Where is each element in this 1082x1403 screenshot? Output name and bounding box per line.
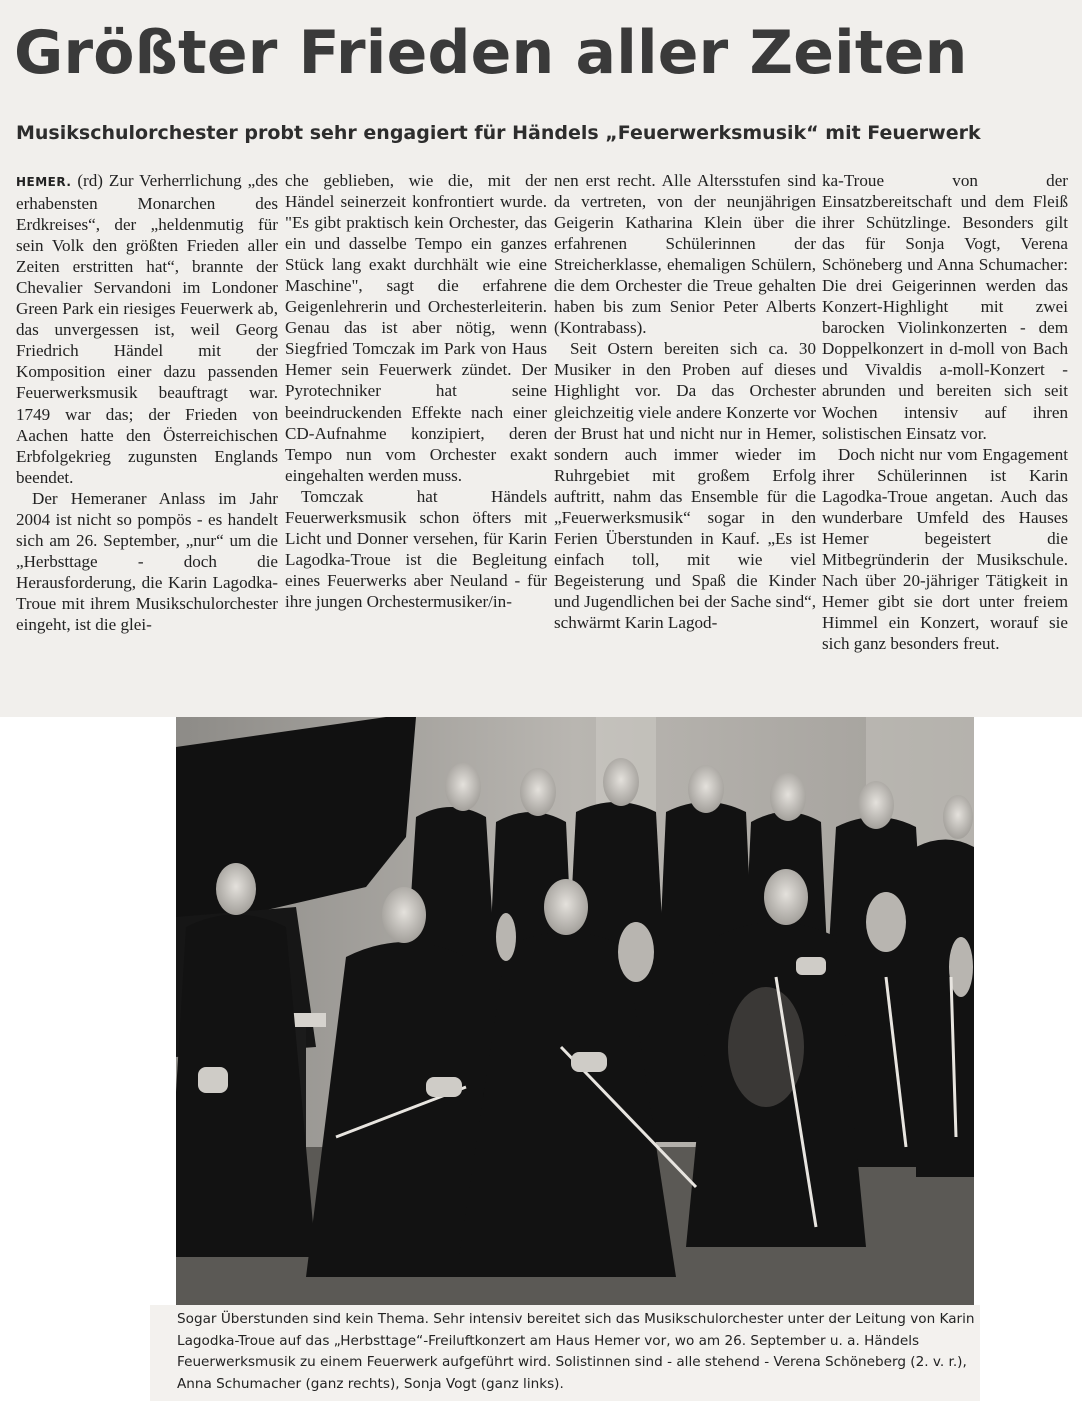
text-column-2 xyxy=(285,170,547,710)
cut-off-header-remnant xyxy=(150,0,550,14)
paragraph: (rd) Zur Verherrlichung „des erhabensten Monarchen des Erdkreises“, der „heldenmutig für sein Volk den größten Frieden aller Zeiten erstritten hat“, brannte der Chevalier Servandoni im Londoner Green Park ein riesiges Feuerwerk ab, das unvergessen ist, weil Georg Friedrich Händel mit der Komposition einer dazu passenden Feuerwerksmusik beauftragt war. 1749 war das; der Frieden von Aachen hatte den Österreichischen Erbfolgekrieg zugunsten Englands beendet. xyxy=(16,171,278,487)
paragraph: Doch nicht nur vom Engagement ihrer Schülerinnen ist Karin Lagodka-Troue angetan. Auch das wunderbare Umfeld des Hauses Hemer begeistert die Mitbegründerin der Musikschule. Nach über 20-jähriger Tätigkeit in Hemer gibt sie dort unter freiem Himmel ein Konzert, worauf sie sich ganz besonders freut. xyxy=(822,444,1068,654)
paragraph: Seit Ostern bereiten sich ca. 30 Musiker in den Proben auf dieses Highlight vor. Da das Orchester gleichzeitig viele andere Konzerte vor der Brust hat und nicht nur in Hemer, sondern auch immer wieder im Ruhrgebiet mit großem Erfolg auftritt, nahm das Ensemble für die „Feuerwerksmusik“ sogar in den Ferien Überstunden in Kauf. „Es ist einfach toll, mit wie viel Begeisterung und Spaß die Kinder und Jugendlichen bei der Sache sind“, schwärmt Karin Lagod- xyxy=(554,339,816,632)
subheadline: Musikschulorchester probt sehr engagiert für Händels „Feuerwerksmusik“ mit Feuerwerk xyxy=(16,122,981,144)
dateline: HEMER. xyxy=(16,175,72,189)
caption-text: Sogar Überstunden sind kein Thema. Sehr intensiv bereitet sich das Musikschulorchester unter der Leitung von Karin Lagodka-Troue auf das „Herbsttage“-Freiluftkonzert am Haus Hemer vor, wo am 26. September u. a. Händels Feuerwerksmusik zu einem Feuerwerk aufgeführt wird. Solistinnen sind - alle stehend - Verena Schöneberg (2. v. r.), Anna Schumacher (ganz rechts), Sonja Vogt (ganz links). xyxy=(177,1311,975,1392)
paragraph: nen erst recht. Alle Altersstufen sind da vertreten, von der neunjährigen Geigerin Katharina Klein über die erfahrenen Schülerinnen der Streicherklasse, ehemaligen Schülern, die dem Orchester die Treue gehalten haben bis zum Senior Peter Alberts (Kontrabass). xyxy=(554,171,816,338)
paragraph: che geblieben, wie die, mit der Händel seinerzeit konfrontiert wurde. "Es gibt praktisch kein Orchester, das ein und dasselbe Tempo ein ganzes Stück lang exakt durchhält wie eine Maschine", sagt die erfahrene Geigenlehrerin und Orchesterleiterin. Genau das ist aber nötig, wenn Siegfried Tomczak im Park von Haus Hemer sein Feuerwerk zündet. Der Pyrotechniker hat seine beeindruckenden Effekte nach einer CD-Aufnahme konzipiert, deren Tempo nun vom Orchester exakt eingehalten werden muss. xyxy=(285,171,547,485)
paragraph: Der Hemeraner Anlass im Jahr 2004 ist nicht so pompös - es handelt sich am 26. September, „nur“ um die „Herbsttage - doch die Herausforderung, die Karin Lagodka-Troue mit ihrem Musikschulorchester eingeht, ist die glei- xyxy=(16,488,278,634)
orchestra-group-photo xyxy=(176,717,974,1305)
text-column-4 xyxy=(822,170,1068,710)
paragraph: Tomczak hat Händels Feuerwerksmusik schon öfters mit Licht und Donner versehen, für Karin Lagodka-Troue ist die Begleitung eines Feuerwerks aber Neuland - für ihre jungen Orchestermusiker/in- xyxy=(285,486,547,611)
text-column-3 xyxy=(554,170,816,710)
paragraph: ka-Troue von der Einsatzbereitschaft und dem Fleiß ihrer Schützlinge. Besonders gilt das für Sonja Vogt, Verena Schöneberg und Anna Schumacher: Die drei Geigerinnen werden das Konzert-Highlight mit zwei barocken Violinkonzerten - dem Doppelkonzert in d-moll von Bach und Vivaldis a-moll-Konzert - abrunden und bereiten sich seit Wochen intensiv auf ihren solistischen Einsatz vor. xyxy=(822,171,1068,443)
photo-caption xyxy=(150,1305,980,1401)
text-column-1 xyxy=(16,170,278,710)
orchestra-photo-illustration xyxy=(176,717,974,1305)
headline: Größter Frieden aller Zeiten xyxy=(14,18,968,88)
